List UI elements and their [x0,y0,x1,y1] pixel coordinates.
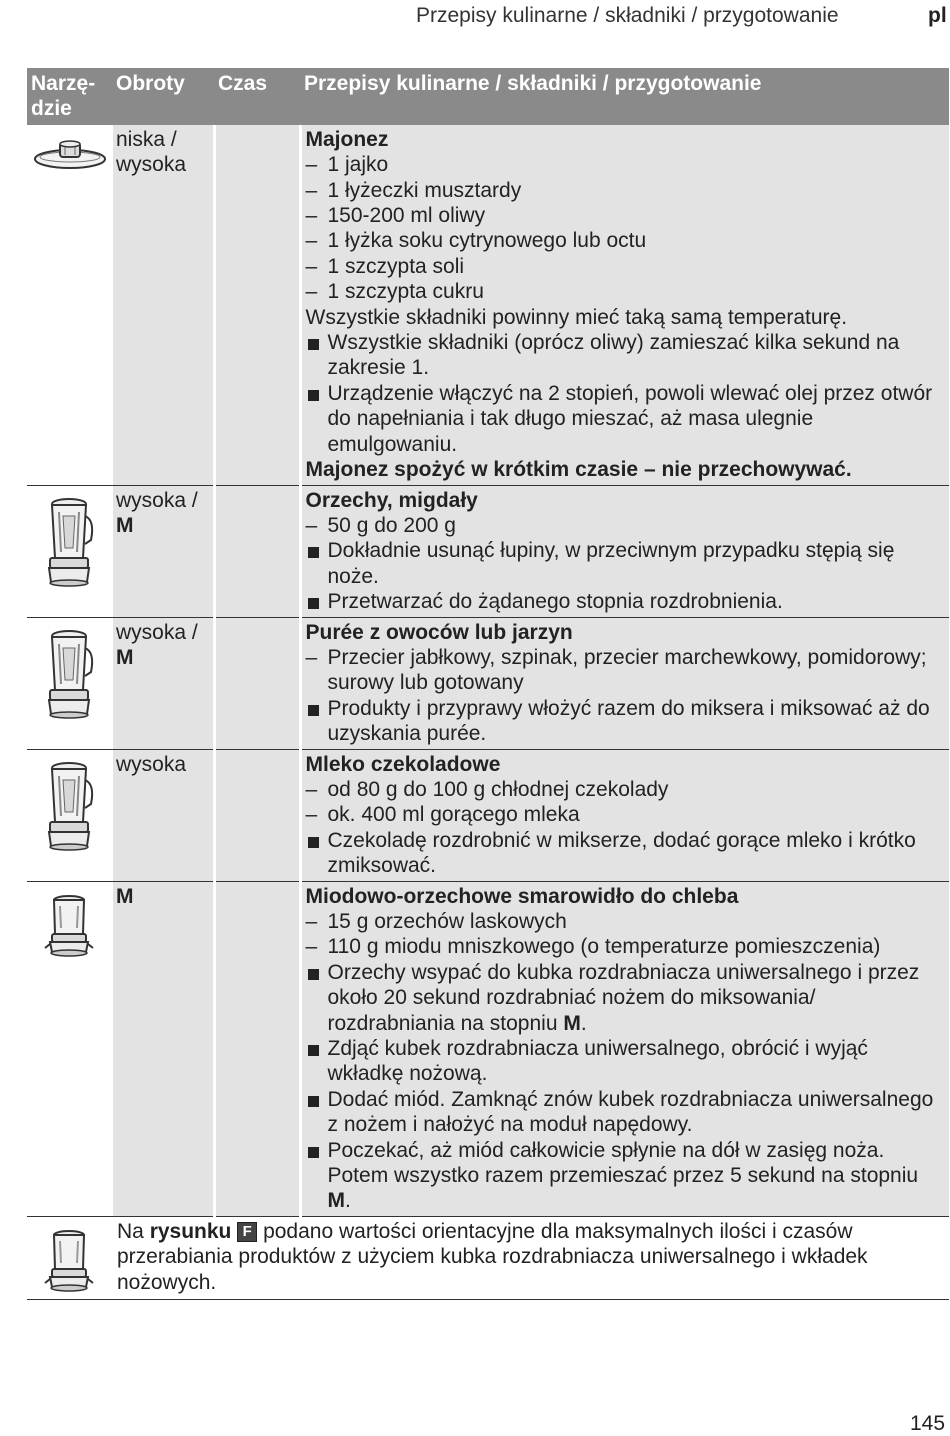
recipe-row [27,617,949,749]
tool-cell [27,881,113,1216]
recipe-title: Miodowo-orzechowe smarowidło do chleba [305,884,739,908]
item-text: Wszystkie składniki powinny mieć taką samą temperaturę. [305,305,848,329]
list-item [306,828,944,879]
note-row [27,1216,949,1299]
item-text: Dodać miód. Zamknąć znów kubek rozdrabniacza uniwersalnego z nożem i nałożyć na moduł napędowy. [327,1087,934,1137]
list-item [306,777,944,802]
list-item [306,538,944,589]
item-text: Dokładnie usunąć łupiny, w przeciwnym przypadku stępią się noże. [327,539,895,588]
note-post: podano wartości orientacyjne dla maksymalnych ilości i czasów przerabiania produktów z użyciem kubka rozdrabniacza uniwersalnego i wkładek nożowych. [117,1219,868,1294]
note-pre: Na [117,1219,150,1243]
ingredient-list [306,909,944,1214]
universal-cutter-icon [41,892,113,964]
list-item [306,203,944,228]
speed-cell [113,881,214,1216]
time-cell [214,881,300,1216]
blender-jug-icon [41,760,113,858]
item-text: Czekoladę rozdrobnić w mikserze, dodać gorące mleko i krótko zmiksować. [327,828,916,878]
list-item [306,513,944,538]
dash-marker: – [305,254,318,278]
item-text-end: . [345,1189,351,1213]
blender-jug-icon [41,496,113,594]
item-text: Poczekać, aż miód całkowicie spłynie na dół w zasięg noża. Potem wszystko razem przemieszać przez 5 sekund na stopniu [327,1138,919,1188]
ingredient-list [306,152,944,457]
list-item [306,254,944,279]
item-text: Produkty i przyprawy włożyć razem do miksera i miksować aż do uzyskania purée. [327,696,930,746]
recipe-warning: Majonez spożyć w krótkim czasie – nie przechowywać. [305,458,852,482]
column-header-recipe: Przepisy kulinarne / składniki / przygotowanie [300,68,949,125]
dash-marker: – [305,910,318,933]
item-text: 50 g do 200 g [327,513,456,537]
recipe-title: Purée z owoców lub jarzyn [305,620,573,644]
blender-jug-icon [41,628,113,726]
speed-level-inline: M [563,1011,581,1035]
dash-marker: – [305,645,318,669]
speed-text: wysoka / [116,488,198,512]
bullet-square-icon [308,1096,319,1107]
recipe-row [27,485,949,617]
dash-marker: – [305,513,318,537]
bullet-square-icon [308,1045,319,1056]
item-text: od 80 g do 100 g chłodnej czekolady [327,777,669,801]
column-header-time: Czas [214,68,300,125]
list-item [306,802,944,827]
speed-level-inline: M [327,1189,345,1213]
column-header-speed: Obroty [113,68,214,125]
page-header-title: Przepisy kulinarne / składniki / przygotowanie [416,4,839,27]
item-text: Wszystkie składniki (oprócz oliwy) zamieszać kilka sekund na zakresie 1. [327,331,900,380]
dash-marker: – [305,935,318,959]
speed-text: niska / wysoka [116,127,187,177]
time-cell [214,485,300,617]
item-text: 15 g orzechów laskowych [327,910,567,933]
list-item [306,696,944,747]
bullet-square-icon [308,837,319,848]
tool-cell [27,1216,113,1299]
table-header-row [27,68,949,125]
tool-cell [27,617,113,749]
recipe-row [27,881,949,1216]
dash-marker: – [305,204,318,228]
recipe-cell [300,617,949,749]
item-text: Przetwarzać do żądanego stopnia rozdrobnienia. [327,590,783,614]
list-item [306,934,944,959]
item-text: 110 g miodu mniszkowego (o temperaturze pomieszczenia) [327,935,881,959]
recipe-table [27,68,949,1300]
bullet-square-icon [308,547,319,558]
item-text: Orzechy wsypać do kubka rozdrabniacza uniwersalnego i przez około 20 sekund rozdrabniać nożem do miksowania/ rozdrabniania na stopniu [327,960,920,1035]
recipe-row [27,125,949,485]
list-item [306,178,944,203]
recipe-row [27,749,949,881]
recipe-cell [300,881,949,1216]
list-item [306,645,944,696]
dash-marker: – [305,229,318,253]
tool-cell [27,125,113,485]
speed-level: M [116,884,134,908]
dash-marker: – [305,777,318,801]
recipe-cell [300,125,949,485]
bullet-square-icon [308,1147,319,1158]
recipe-title: Majonez [305,127,389,151]
speed-text: wysoka [116,752,187,776]
list-item [306,228,944,253]
recipe-cell [300,749,949,881]
dash-marker: – [305,178,318,202]
item-text: 1 łyżeczki musztardy [327,178,522,202]
figure-ref-badge: F [237,1222,257,1242]
item-text: Urządzenie włączyć na 2 stopień, powoli wlewać olej przez otwór do napełniania i tak długo mieszać, aż masa ulegnie emulgowaniu. [327,381,933,456]
speed-level: M [116,645,134,669]
item-text: 150-200 ml oliwy [327,204,486,228]
list-item [306,381,944,457]
item-text: 1 jajko [327,153,389,177]
recipe-cell [300,485,949,617]
recipe-table-body [27,125,949,1300]
ingredient-list [306,645,944,747]
list-item [306,589,944,614]
item-text: Zdjąć kubek rozdrabniacza uniwersalnego, obrócić i wyjąć wkładkę nożową. [327,1037,868,1086]
list-item [306,152,944,177]
dash-marker: – [305,280,318,304]
dash-marker: – [305,153,318,177]
dash-marker: – [305,803,318,827]
speed-cell [113,749,214,881]
item-text: 1 szczypta soli [327,254,465,278]
ingredient-list [306,777,944,879]
bullet-square-icon [308,339,319,350]
list-item [306,909,944,934]
list-item [306,330,944,381]
time-cell [214,749,300,881]
bullet-square-icon [308,969,319,980]
speed-level: M [116,513,134,537]
tool-cell [27,749,113,881]
note-text [113,1216,949,1299]
time-cell [214,617,300,749]
list-item [306,279,944,304]
item-text-end: . [580,1011,587,1035]
recipe-title: Orzechy, migdały [305,488,478,512]
speed-cell [113,485,214,617]
recipe-title: Mleko czekoladowe [305,752,501,776]
speed-text: wysoka / [116,620,198,644]
universal-cutter-icon [41,1227,113,1299]
list-item [306,960,944,1036]
ingredient-list [306,513,944,615]
item-text: 1 szczypta cukru [327,280,484,304]
speed-cell [113,617,214,749]
bullet-square-icon [308,598,319,609]
language-code: pl [928,4,947,27]
tool-cell [27,485,113,617]
knife-disc-icon [32,135,113,181]
list-item [306,1138,944,1214]
note-bold: rysunku [149,1219,232,1243]
page-number: 145 [910,1412,946,1435]
bullet-square-icon [308,705,319,716]
item-text: 1 łyżka soku cytrynowego lub octu [327,229,647,253]
item-text: Przecier jabłkowy, szpinak, przecier marchewkowy, pomidorowy; surowy lub gotowany [327,645,927,695]
column-header-tool: Narzę- dzie [27,68,113,125]
list-item [306,1087,944,1138]
bullet-square-icon [308,390,319,401]
list-item [306,1036,944,1087]
list-item [306,305,944,330]
speed-cell [113,125,214,485]
time-cell [214,125,300,485]
item-text: ok. 400 ml gorącego mleka [327,803,580,827]
